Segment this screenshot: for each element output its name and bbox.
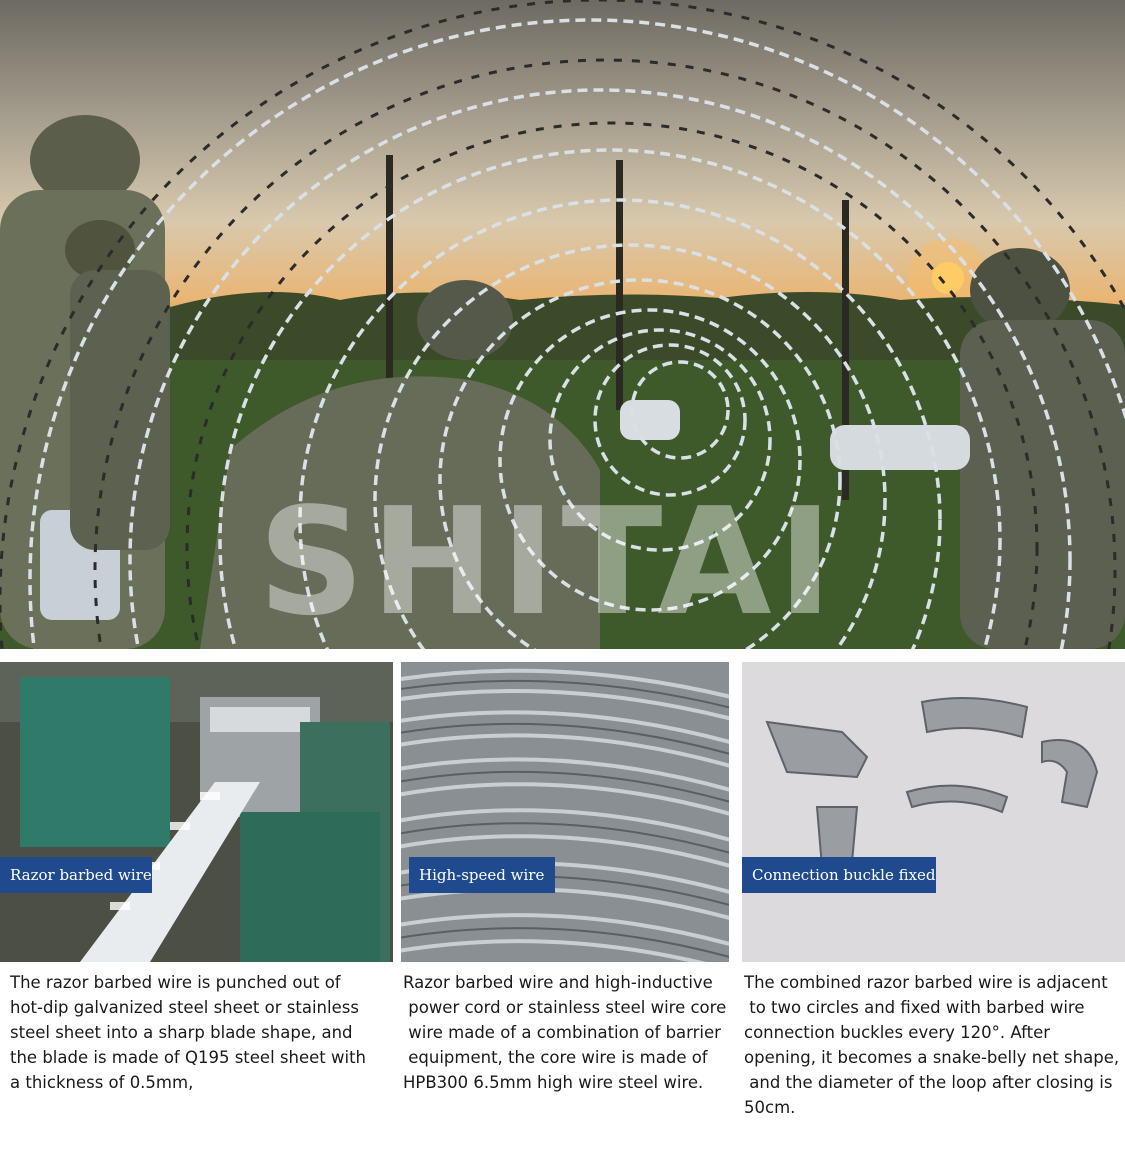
caption-connection-buckle: Connection buckle fixed — [742, 857, 936, 893]
machine-photo — [0, 662, 393, 962]
caption-high-speed-wire: High-speed wire — [409, 857, 555, 893]
panel-high-speed-wire — [401, 662, 729, 962]
fence-post — [386, 155, 393, 395]
description-high-speed-wire: Razor barbed wire and high-inductive power cord or stainless steel wire core wire made of a combination of barrier equipment, the core wire is made of HPB300 6.5mm high wire steel wire. — [403, 973, 727, 1092]
description-connection-buckle: The combined razor barbed wire is adjacent to two circles and fixed with barbed wire connection buckles every 120°. After opening, it becomes a snake-belly net shape, and the diameter of the loop after closing is 50cm. — [744, 973, 1120, 1117]
description-razor-barbed-wire: The razor barbed wire is punched out of hot-dip galvanized steel sheet or stainless steel sheet into a sharp blade shape, and the blade is made of Q195 steel sheet with a thickness of 0.5mm, — [10, 973, 366, 1092]
watermark: SHITAI — [258, 476, 839, 648]
wire-coil-photo — [401, 662, 729, 962]
panel-razor-barbed-wire — [0, 662, 393, 962]
caption-razor-barbed-wire: Razor barbed wire — [0, 857, 152, 893]
buckles-photo — [742, 662, 1125, 962]
fence-post — [616, 160, 623, 410]
panel-connection-buckle — [742, 662, 1125, 962]
